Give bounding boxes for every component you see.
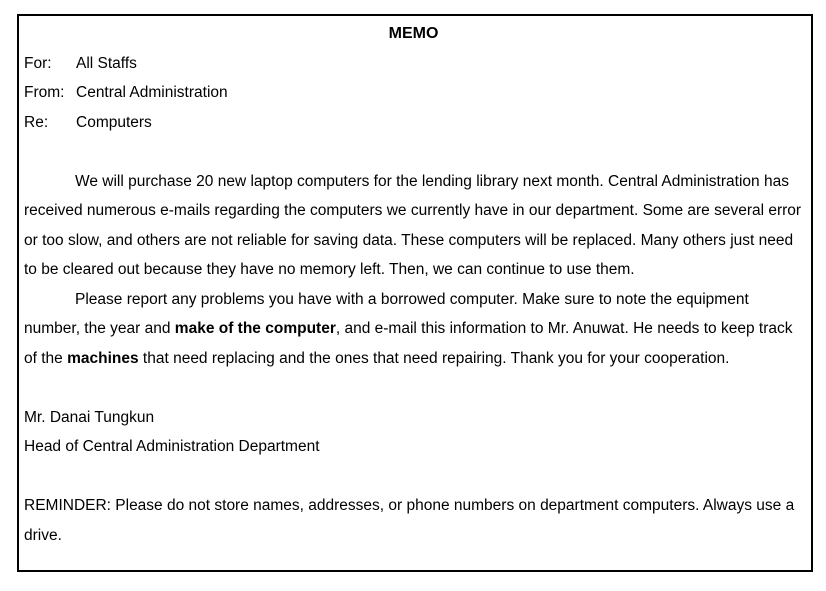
header-field-row-for [24,49,803,79]
memo-paragraph-2 [24,285,803,374]
memo-body [24,167,803,374]
signature-title: Head of Central Administration Department [24,438,320,455]
memo-signature [24,403,803,462]
memo-header-fields [24,49,803,138]
field-value-for: All Staffs [76,54,137,72]
paragraph-2-segment-1: Please report any problems you have with a borrowed computer. Make sure to note the equipment number, the year and [24,290,749,337]
header-field-row-from [24,78,803,108]
memo-title: MEMO [388,25,439,42]
reminder-text: REMINDER: Please do not store names, addresses, or phone numbers on department computers. Always use a drive. [24,497,795,544]
field-label-re: Re: [24,113,49,131]
paragraph-2-segment-3: , and e-mail this information to Mr. Anuwat. He needs to keep track of the [24,320,793,367]
paragraph-2-segment-2-bold: make of the computer [174,320,336,337]
field-value-from: Central Administration [76,84,228,101]
paragraph-2-segment-5: that need replacing and the ones that need repairing. Thank you for your cooperation. [138,349,730,367]
field-value-re: Computers [76,113,152,131]
paragraph-2-segment-4-bold: machines [67,349,139,367]
memo-reminder [24,491,803,550]
header-field-row-re [24,108,803,138]
memo-document [17,14,813,572]
field-label-from: From: [24,84,65,101]
field-label-for: For: [24,54,52,72]
memo-paragraph-1: We will purchase 20 new laptop computers for the lending library next month. Central Administration has received numerous e-mails regarding the computers we currently have in our department. Some are several error or too slow, and others are not reliable for saving data. These computers will be replaced. Many others just need to be cleared out because they have no memory left. Then, we can continue to use them. [24,172,802,278]
signature-name: Mr. Danai Tungkun [24,408,155,426]
